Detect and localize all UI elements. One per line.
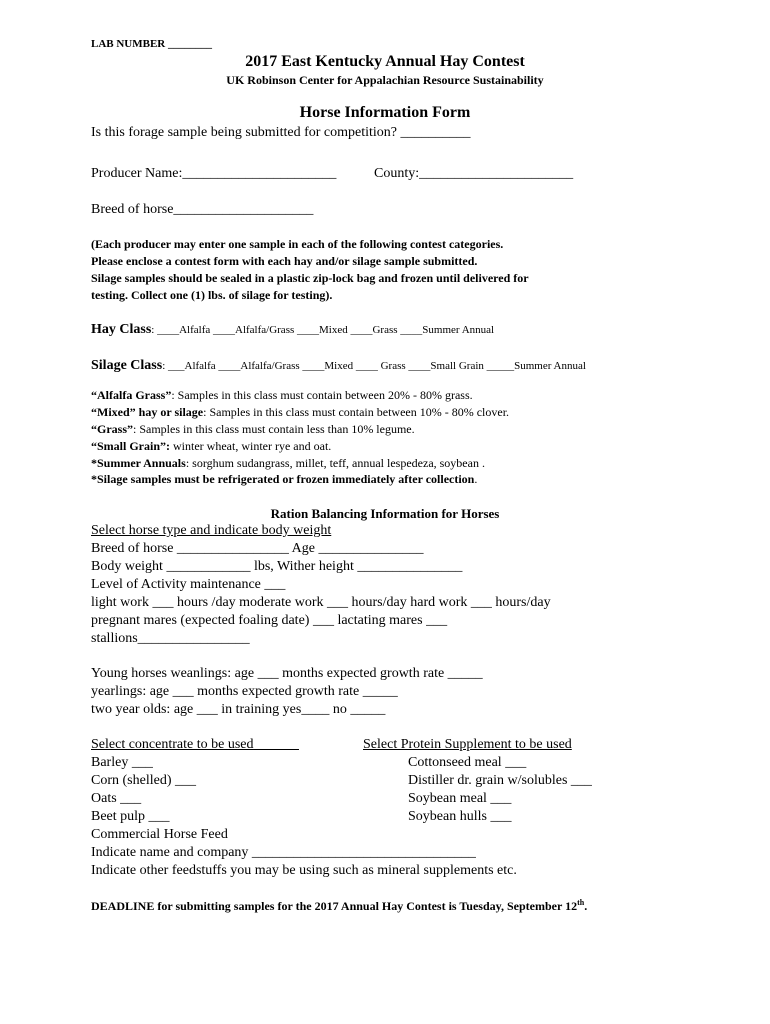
stallions-line: stallions________________ [91,631,250,646]
instruction-line: Silage samples should be sealed in a plastic zip-lock bag and frozen until delivered for [91,271,529,285]
indicate-name-company: Indicate name and company ________________________________ [91,845,476,860]
hay-class-options: : ____Alfalfa ____Alfalfa/Grass ____Mixed ____Grass ____Summer Annual [151,324,495,336]
contest-title: 2017 East Kentucky Annual Hay Contest [245,53,525,70]
contest-subtitle: UK Robinson Center for Appalachian Resource Sustainability [226,73,544,87]
deadline-notice: DEADLINE for submitting samples for the 2017 Annual Hay Contest is Tuesday, September 12th. [91,898,588,913]
hay-class-label: Hay Class [91,322,152,337]
protein-item: Soybean hulls ___ [408,809,512,824]
definition-mixed: “Mixed” hay or silage: Samples in this class must contain between 10% - 80% clover. [91,405,510,419]
instruction-line: testing. Collect one (1) lbs. of silage for testing). [91,288,333,302]
producer-name-field: Producer Name:______________________ [91,166,337,181]
silage-class-row [91,356,586,374]
body-weight-line: Body weight ____________ lbs, Wither height _______________ [91,559,463,574]
definition-alfalfa-grass: “Alfalfa Grass”: Samples in this class must contain between 20% - 80% grass. [91,388,473,402]
work-hours-line: light work ___ hours /day moderate work ___ hours/day hard work ___ hours/day [91,595,551,610]
competition-question: Is this forage sample being submitted for competition? __________ [91,125,471,140]
protein-item: Cottonseed meal ___ [408,755,527,770]
breed-field: Breed of horse____________________ [91,202,314,217]
concentrate-item: Barley ___ [91,755,153,770]
breed-age-line: Breed of horse ________________ Age _______________ [91,541,424,556]
definition-summer-annuals: *Summer Annuals: sorghum sudangrass, millet, teff, annual lespedeza, soybean . [91,456,485,470]
weanlings-line: Young horses weanlings: age ___ months expected growth rate _____ [91,666,483,681]
form-title: Horse Information Form [299,104,471,121]
definition-grass: “Grass”: Samples in this class must contain less than 10% legume. [91,422,415,436]
concentrate-item: Commercial Horse Feed [91,827,228,842]
activity-level-line: Level of Activity maintenance ___ [91,577,286,592]
two-year-olds-line: two year olds: age ___ in training yes____ no _____ [91,702,386,717]
instruction-line: (Each producer may enter one sample in each of the following contest categories. [91,237,504,251]
concentrate-heading: Select concentrate to be used [91,737,254,752]
silage-class-label: Silage Class [91,358,163,373]
lab-number: LAB NUMBER ________ [91,38,213,50]
ration-heading: Ration Balancing Information for Horses [270,506,500,521]
select-horse-type: Select horse type and indicate body weight [91,523,332,538]
mares-line: pregnant mares (expected foaling date) ___ lactating mares ___ [91,613,448,628]
concentrate-item: Beet pulp ___ [91,809,170,824]
concentrate-item: Corn (shelled) ___ [91,773,196,788]
other-feedstuffs: Indicate other feedstuffs you may be using such as mineral supplements etc. [91,863,517,878]
silage-storage-note: *Silage samples must be refrigerated or frozen immediately after collection. [91,472,478,486]
hay-class-row [91,320,494,338]
instruction-line: Please enclose a contest form with each hay and/or silage sample submitted. [91,254,478,268]
protein-supplement-heading: Select Protein Supplement to be used [363,737,572,752]
protein-item: Distiller dr. grain w/solubles ___ [408,773,592,788]
yearlings-line: yearlings: age ___ months expected growth rate _____ [91,684,398,699]
county-field: County:______________________ [374,166,574,181]
concentrate-item: Oats ___ [91,791,142,806]
protein-item: Soybean meal ___ [408,791,512,806]
silage-class-options: : ___Alfalfa ____Alfalfa/Grass ____Mixed ____ Grass ____Small Grain _____Summer Annual [162,360,586,372]
definition-small-grain: “Small Grain”: winter wheat, winter rye and oat. [91,439,332,453]
